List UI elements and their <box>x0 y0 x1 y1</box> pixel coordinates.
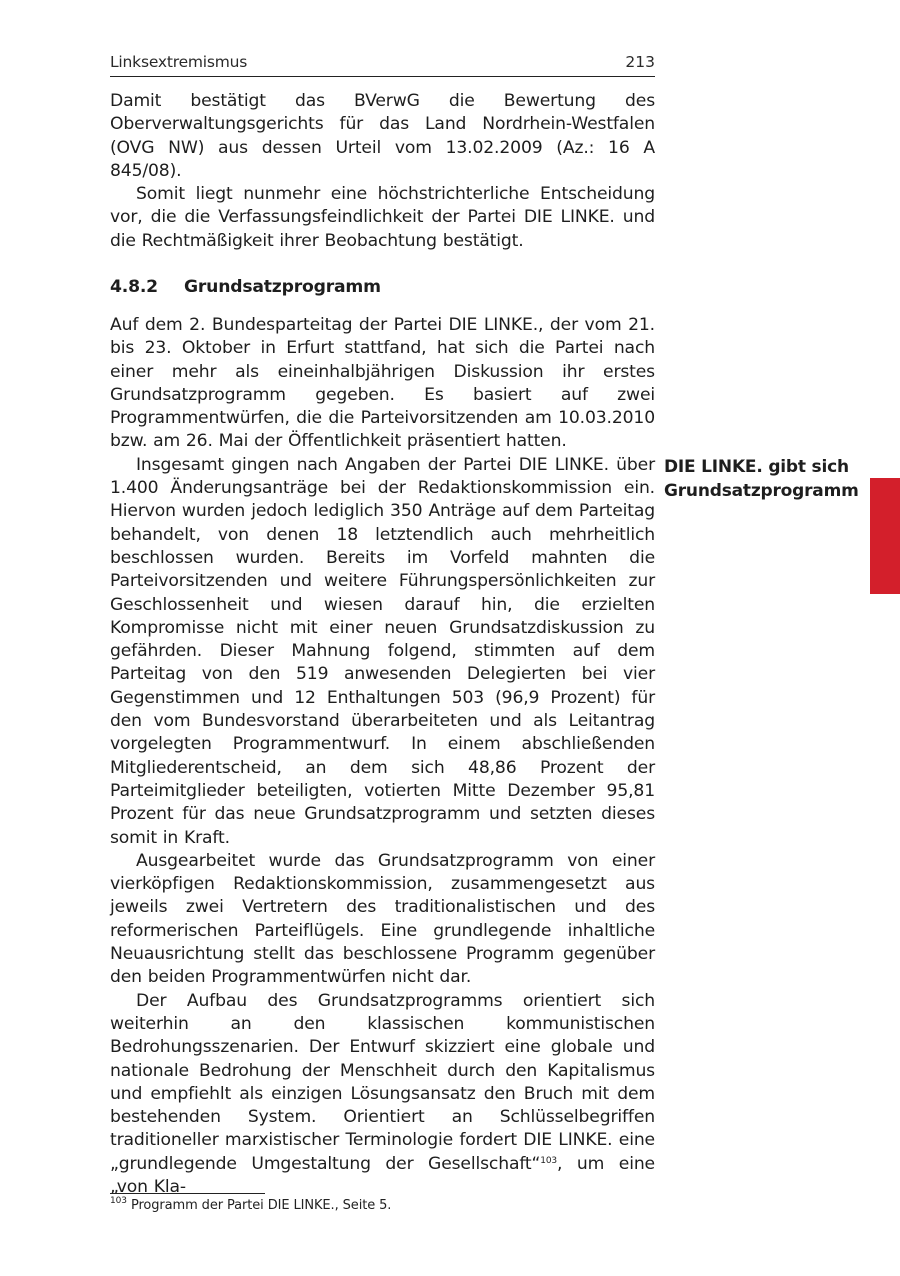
footnote-divider <box>110 1193 265 1194</box>
paragraph: Auf dem 2. Bundesparteitag der Partei DIE LINKE., der vom 21. bis 23. Oktober in Erfurt stattfand, hat sich die Partei nach einer mehr als eineinhalbjährigen Diskussion ihr erstes Grundsatzprogramm gegeben. Es basiert auf zwei Programmentwürfen, die die Parteivorsitzenden am 10.03.2010 bzw. am 26. Mai der Öffentlichkeit präsentiert hatten. <box>110 315 655 452</box>
section-number: 4.8.2 <box>110 277 158 297</box>
margin-note <box>664 455 859 503</box>
footnote-number: 103 <box>110 1196 127 1206</box>
footnote <box>110 1198 391 1213</box>
body-text-section <box>110 314 655 1199</box>
footnote-reference[interactable]: 103 <box>540 1155 558 1166</box>
paragraph: Ausgearbeitet wurde das Grundsatzprogramm von einer vierköpfigen Redaktionskommission, zusammengesetzt aus jeweils zwei Vertretern des traditionalistischen und des reformerischen Parteiflügels. Eine grundlegende inhaltliche Neuausrichtung stellt das beschlossene Programm gegenüber den beiden Programmentwürfen nicht dar. <box>110 850 655 988</box>
footnote-text: Programm der Partei DIE LINKE., Seite 5. <box>130 1198 392 1213</box>
running-head-title: Linksextremismus <box>110 53 248 71</box>
section-title: Grundsatzprogramm <box>184 277 381 297</box>
paragraph <box>110 990 655 1200</box>
section-heading <box>110 277 381 297</box>
chapter-thumb-tab <box>870 478 900 594</box>
body-text-top <box>110 90 655 253</box>
paragraph-text: Der Aufbau des Grundsatzprogramms orientiert sich weiterhin an den klassischen kommunistischen Bedrohungsszenarien. Der Entwurf skizziert eine globale und nationale Bedrohung der Menschheit durch den Kapitalismus und empfiehlt als einzigen Lösungsansatz den Bruch mit dem bestehenden System. Orientiert an Schlüsselbegriffen traditioneller marxistischer Terminologie fordert DIE LINKE. eine „grundlegende Umgestaltung der Gesellschaft“ <box>110 990 655 1174</box>
page-number: 213 <box>625 53 655 71</box>
running-head <box>110 52 655 77</box>
paragraph: Somit liegt nunmehr eine höchstrichterliche Entscheidung vor, die die Verfassungsfeindlichkeit der Partei DIE LINKE. und die Rechtmäßigkeit ihrer Beobachtung bestätigt. <box>110 184 655 251</box>
margin-note-line: Grundsatzprogramm <box>664 481 859 501</box>
paragraph: Damit bestätigt das BVerwG die Bewertung des Oberverwaltungsgerichts für das Land Nordrhein-Westfalen (OVG NW) aus dessen Urteil vom 13.02.2009 (Az.: 16 A 845/08). <box>110 91 655 181</box>
paragraph: Insgesamt gingen nach Angaben der Partei DIE LINKE. über 1.400 Änderungsanträge bei der Redaktionskommission ein. Hiervon wurden jedoch lediglich 350 Anträge auf dem Parteitag behandelt, von denen 18 letztendlich auch mehrheitlich beschlossen wurden. Bereits im Vorfeld mahnten die Parteivorsitzenden und weitere Führungspersönlichkeiten zur Geschlossenheit und wiesen darauf hin, die erzielten Kompromisse nicht mit einer neuen Grundsatzdiskussion zu gefährden. Dieser Mahnung folgend, stimmten auf dem Parteitag von den 519 anwesenden Delegierten bei vier Gegenstimmen und 12 Enthaltungen 503 (96,9 Prozent) für den vom Bundesvorstand überarbeiteten und als Leitantrag vorgelegten Programmentwurf. In einem abschließenden Mitgliederentscheid, an dem sich 48,86 Prozent der Parteimitglieder beteiligten, votierten Mitte Dezember 95,81 Prozent für das neue Grundsatzprogramm und setzten dieses somit in Kraft. <box>110 454 655 848</box>
paragraph-text: , um eine „von Kla- <box>110 1153 655 1197</box>
margin-note-line: DIE LINKE. gibt sich <box>664 457 849 477</box>
